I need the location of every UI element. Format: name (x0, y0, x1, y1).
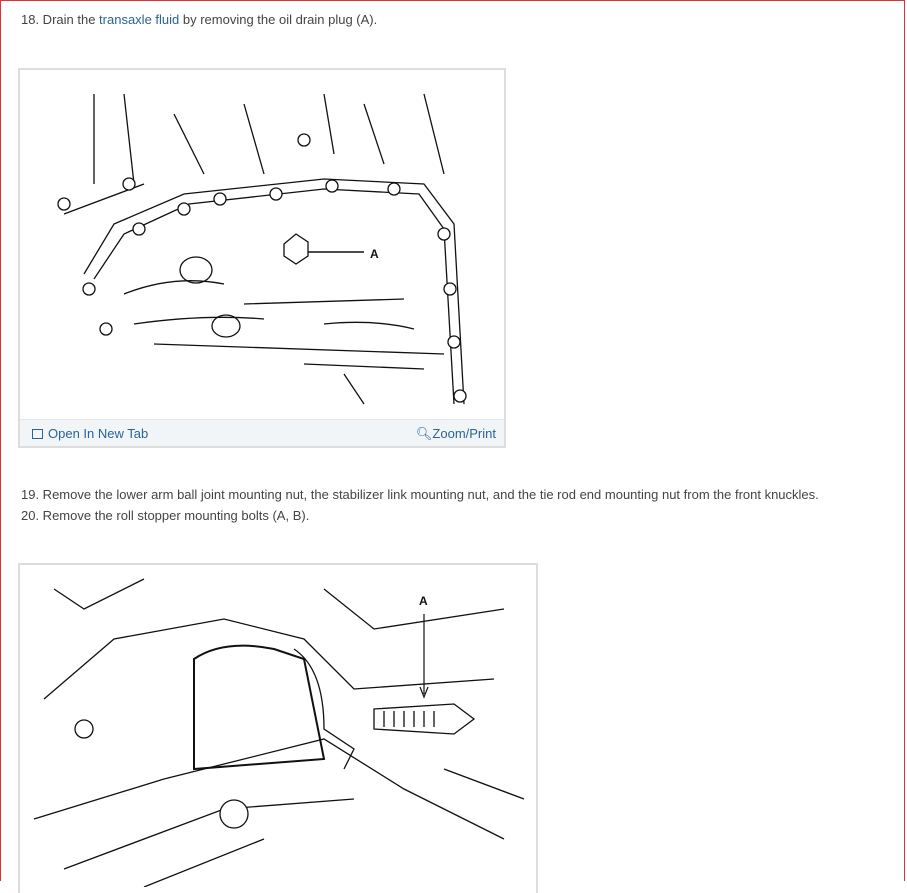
step-18 (21, 12, 377, 27)
transaxle-fluid-link[interactable]: transaxle fluid (99, 12, 180, 27)
zoom-print-label: Zoom/Print (432, 426, 496, 441)
figure-roll-stopper (18, 563, 538, 893)
step-20: 20. Remove the roll stopper mounting bolts (A, B). (21, 508, 310, 523)
zoom-icon: 🔍︎ (415, 426, 433, 441)
roll-stopper-diagram (24, 569, 534, 887)
step-text: 18. Drain the (21, 12, 100, 27)
callout-a: A (370, 247, 379, 261)
figure-toolbar (20, 419, 504, 446)
step-19: 19. Remove the lower arm ball joint mounting nut, the stabilizer link mounting nut, and the tie rod end mounting nut from the front knuckles. (21, 487, 819, 502)
open-tab-label: Open In New Tab (48, 426, 149, 441)
open-new-tab-link[interactable] (32, 426, 148, 441)
step-text: by removing the oil drain plug (A). (179, 12, 378, 27)
callout-a: A (419, 594, 428, 608)
oil-pan-diagram (24, 74, 502, 414)
zoom-print-link[interactable] (416, 426, 496, 442)
figure-oil-drain-plug (18, 68, 506, 448)
open-tab-icon (32, 429, 43, 439)
